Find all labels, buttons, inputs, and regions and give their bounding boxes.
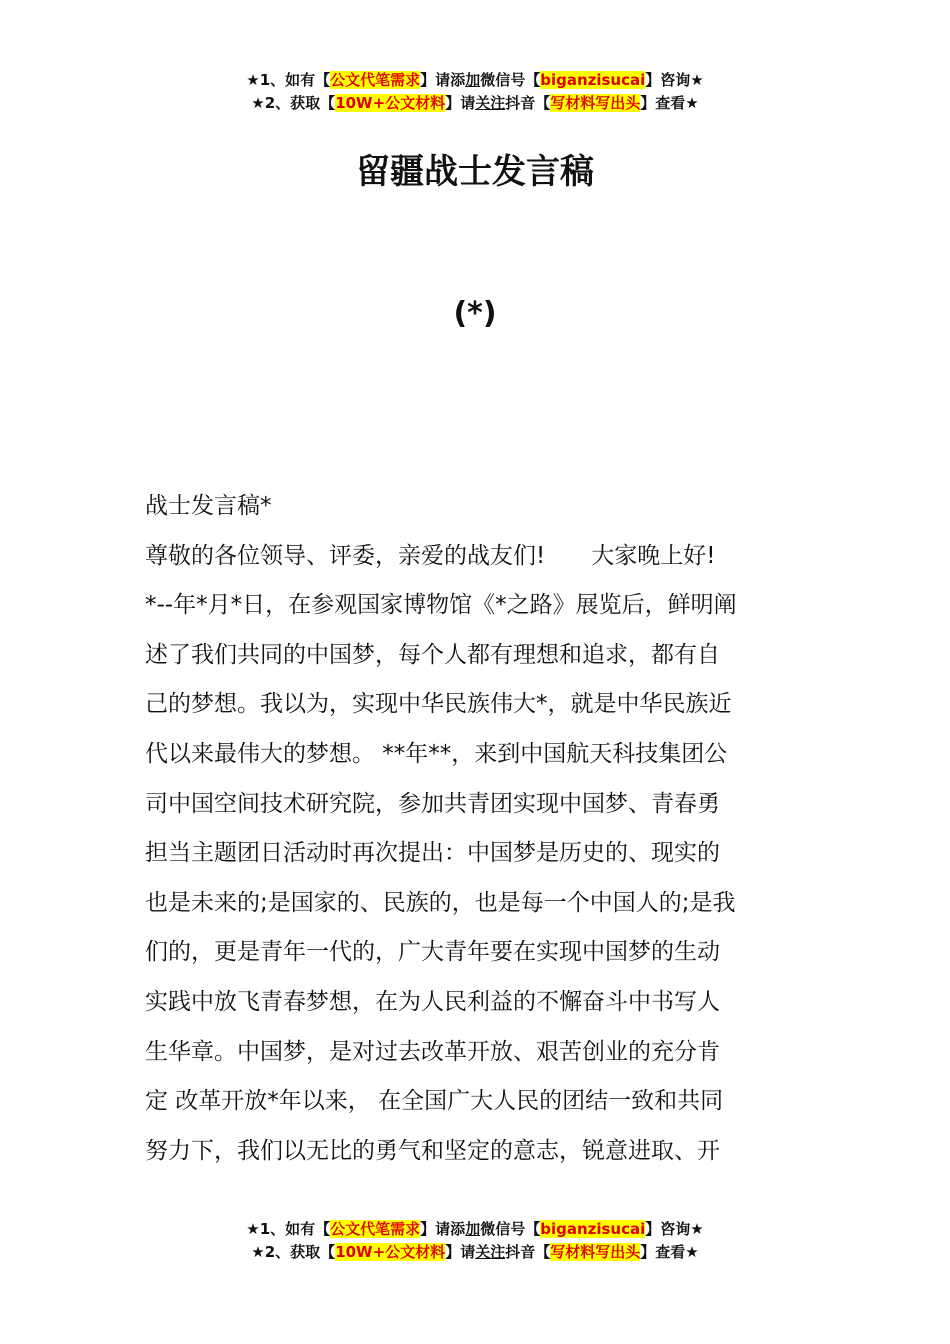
ad-highlight-wechat-id: biganzisucai: [540, 1220, 646, 1238]
ad-text-underlined: 加: [465, 1220, 481, 1238]
body-line: 担当主题团日活动时再次提出：中国梦是历史的、现实的: [145, 840, 720, 867]
footer-ad-line-2: [0, 1241, 950, 1264]
ad-text-underlined: 关注: [475, 1243, 506, 1261]
ad-text: 抖音【: [505, 1243, 551, 1261]
header-ad-line-1: [0, 69, 950, 92]
body-line: 己的梦想。我以为，实现中华民族伟大*，就是中华民族近: [145, 691, 732, 718]
body-line: 生华章。中国梦，是对过去改革开放、艰苦创业的充分肯: [145, 1038, 720, 1065]
ad-text-underlined: 关注: [475, 94, 506, 112]
ad-text: ★1、如有【: [246, 1220, 331, 1238]
body-line: 定 改革开放*年以来， 在全国广大人民的团结一致和共同: [145, 1088, 724, 1115]
ad-text: ★2、获取【: [251, 94, 336, 112]
body-line: 述了我们共同的中国梦，每个人都有理想和追求，都有自: [145, 641, 720, 668]
body-line: 们的，更是青年一代的，广大青年要在实现中国梦的生动: [145, 939, 720, 966]
ad-text: 】查看★: [640, 94, 699, 112]
ad-highlight-douyin: 写材料写出头: [550, 1243, 641, 1261]
ad-text: 抖音【: [505, 94, 551, 112]
body-line: 也是未来的;是国家的、民族的，也是每一个中国人的;是我: [145, 889, 736, 916]
ad-highlight-materials: 10W+公文材料: [335, 1243, 446, 1261]
ad-text: 微信号【: [480, 1220, 541, 1238]
ad-highlight-service: 公文代笔需求: [330, 71, 421, 89]
ad-text: 】咨询★: [645, 1220, 704, 1238]
ad-highlight-douyin: 写材料写出头: [550, 94, 641, 112]
ad-text: 】请: [445, 94, 476, 112]
header-ad-line-2: [0, 92, 950, 115]
footer-ad: [0, 1218, 950, 1264]
document-body: [145, 482, 810, 1176]
ad-text: 】咨询★: [645, 71, 704, 89]
header-ad: [0, 69, 950, 115]
footer-ad-line-1: [0, 1218, 950, 1241]
ad-text: ★2、获取【: [251, 1243, 336, 1261]
body-line: 努力下，我们以无比的勇气和坚定的意志，锐意进取、开: [145, 1137, 720, 1164]
ad-text: 微信号【: [480, 71, 541, 89]
body-line: 代以来最伟大的梦想。 **年**，来到中国航天科技集团公: [145, 740, 728, 767]
ad-text: 】请添: [420, 1220, 466, 1238]
ad-highlight-service: 公文代笔需求: [330, 1220, 421, 1238]
page-subtitle: (*): [453, 296, 497, 331]
ad-text-underlined: 加: [465, 71, 481, 89]
ad-text: 】请: [445, 1243, 476, 1261]
ad-text: 】请添: [420, 71, 466, 89]
body-line: 战士发言稿*: [145, 493, 272, 519]
ad-highlight-materials: 10W+公文材料: [335, 94, 446, 112]
ad-highlight-wechat-id: biganzisucai: [540, 71, 646, 89]
body-line: 尊敬的各位领导、评委，亲爱的战友们! 大家晚上好!: [145, 542, 716, 569]
body-line: 实践中放飞青春梦想，在为人民利益的不懈奋斗中书写人: [145, 988, 720, 1015]
ad-text: 】查看★: [640, 1243, 699, 1261]
ad-text: ★1、如有【: [246, 71, 331, 89]
body-line: *--年*月*日，在参观国家博物馆《*之路》展览后，鲜明阐: [145, 592, 737, 619]
body-line: 司中国空间技术研究院，参加共青团实现中国梦、青春勇: [145, 790, 720, 817]
page-title: 留疆战士发言稿: [356, 152, 594, 192]
